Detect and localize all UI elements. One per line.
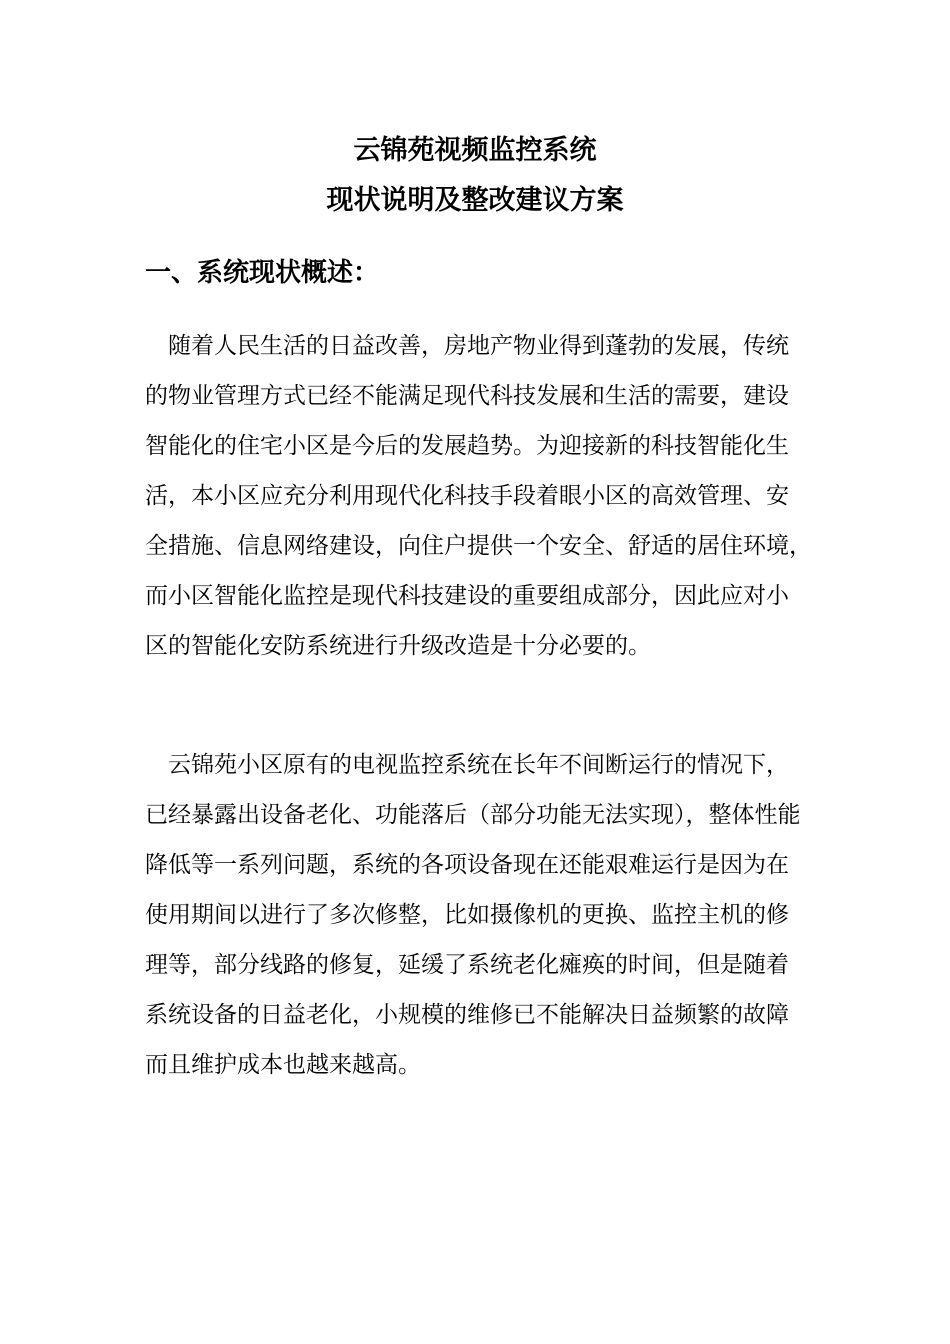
paragraph-2	[145, 740, 825, 1090]
paragraph-line: 理等，部分线路的修复，延缓了系统老化瘫痪的时间，但是随着	[145, 952, 789, 978]
paragraph-line: 降低等一系列问题，系统的各项设备现在还能艰难运行是因为在	[145, 852, 789, 878]
paragraph-line: 的物业管理方式已经不能满足现代科技发展和生活的需要，建设	[145, 383, 789, 409]
document-title-line-2: 现状说明及整改建议方案	[326, 185, 624, 216]
paragraph-line: 随着人民生活的日益改善，房地产物业得到蓬勃的发展，传统	[145, 333, 789, 359]
document-title-line-1: 云锦苑视频监控系统	[353, 135, 597, 166]
paragraph-line: 系统设备的日益老化，小规模的维修已不能解决日益频繁的故障	[145, 1002, 789, 1028]
paragraph-line: 区的智能化安防系统进行升级改造是十分必要的。	[145, 633, 651, 659]
paragraph-line: 智能化的住宅小区是今后的发展趋势。为迎接新的科技智能化生	[145, 433, 789, 459]
paragraph-line: 使用期间以进行了多次修整，比如摄像机的更换、监控主机的修	[145, 902, 789, 928]
paragraph-line: 活，本小区应充分利用现代化科技手段着眼小区的高效管理、安	[145, 483, 789, 509]
paragraph-line: 云锦苑小区原有的电视监控系统在长年不间断运行的情况下，	[145, 752, 789, 778]
paragraph-line: 全措施、信息网络建设，向住户提供一个安全、舒适的居住环境，	[145, 533, 812, 559]
paragraph-line: 而小区智能化监控是现代科技建设的重要组成部分，因此应对小	[145, 583, 789, 609]
paragraph-1	[145, 321, 825, 671]
section-heading: 一、系统现状概述：	[145, 258, 380, 288]
paragraph-line: 已经暴露出设备老化、功能落后（部分功能无法实现），整体性能	[145, 802, 801, 828]
paragraph-line: 而且维护成本也越来越高。	[145, 1052, 421, 1078]
